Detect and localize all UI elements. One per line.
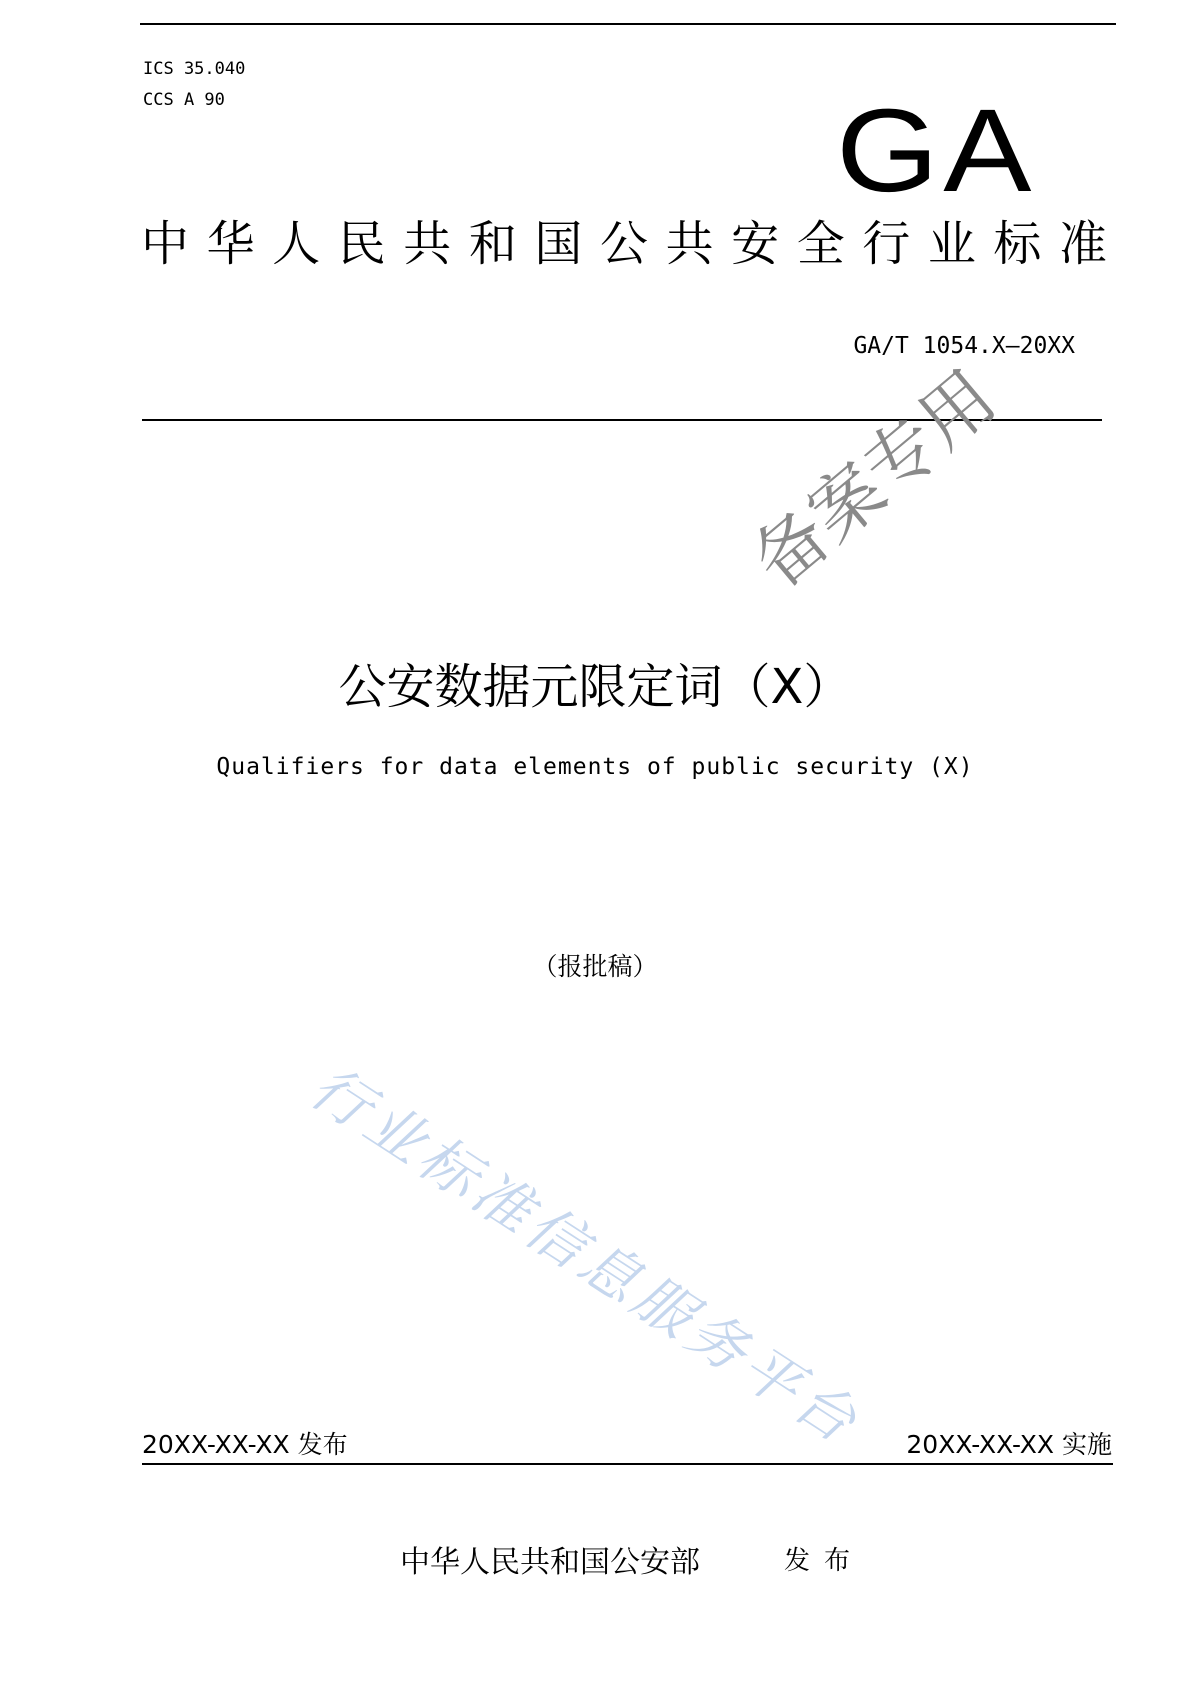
draft-stage-label: （报批稿） <box>532 952 658 981</box>
issuing-authority: 中华人民共和国公安部 <box>400 1545 700 1580</box>
watermark-platform: 行业标准信息服务平台 <box>298 1052 873 1459</box>
publish-date: 20XX-XX-XX 发布 <box>142 1430 348 1459</box>
document-title-chinese: 公安数据元限定词（X） <box>338 659 852 715</box>
issue-label: 发布 <box>784 1546 865 1576</box>
header-rule <box>142 419 1102 421</box>
classification-codes <box>143 54 245 116</box>
standard-category-title: 中华人民共和国公共安全行业标准 <box>141 216 1107 272</box>
top-rule <box>140 23 1116 25</box>
standard-number: GA/T 1054.X—20XX <box>853 333 1075 359</box>
ics-code: ICS 35.040 <box>143 59 246 79</box>
ga-logo: GA <box>836 85 1036 217</box>
document-title-english: Qualifiers for data elements of public security (X) <box>216 754 974 780</box>
ccs-code: CCS A 90 <box>143 90 225 110</box>
effective-date: 20XX-XX-XX 实施 <box>906 1430 1112 1459</box>
watermark-filing: 备案专用 <box>736 354 1012 604</box>
bottom-rule <box>142 1463 1113 1465</box>
